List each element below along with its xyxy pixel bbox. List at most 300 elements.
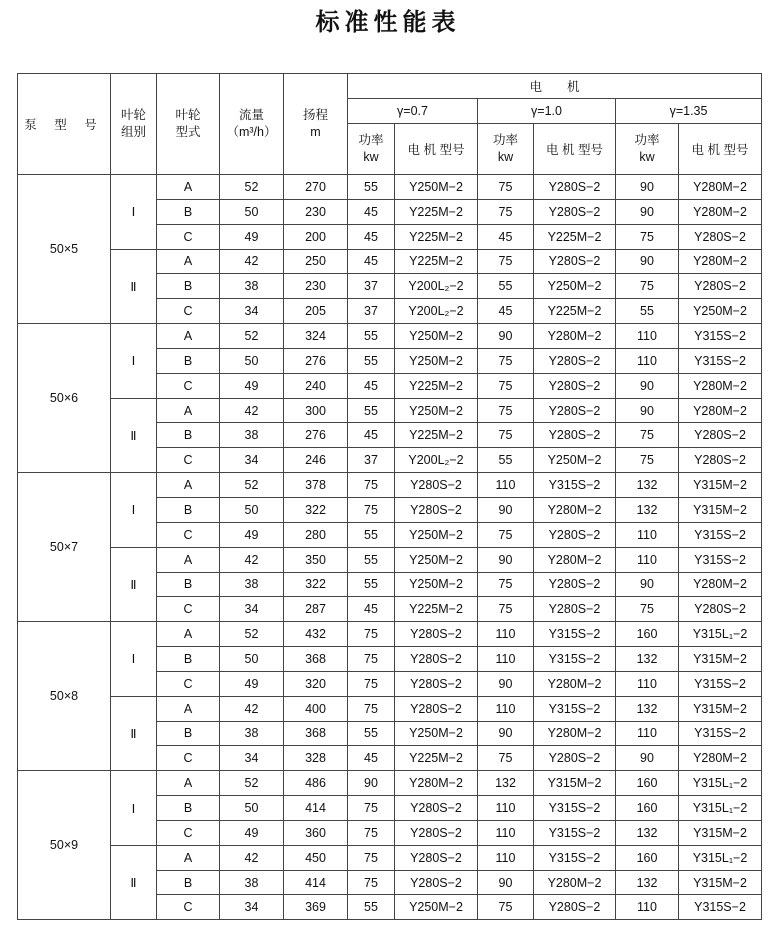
power-1.0-cell: 110 xyxy=(478,820,534,845)
pump-model-cell: 50×8 xyxy=(18,622,111,771)
power-1.35-cell: 90 xyxy=(616,199,679,224)
head-cell: 324 xyxy=(284,324,348,349)
motor-model-0.7-cell: Y250M−2 xyxy=(395,398,478,423)
head-cell: 276 xyxy=(284,348,348,373)
power-1.0-cell: 90 xyxy=(478,547,534,572)
motor-model-0.7-cell: Y280S−2 xyxy=(395,870,478,895)
motor-model-1.0-cell: Y280S−2 xyxy=(534,423,616,448)
motor-model-1.0-cell: Y280S−2 xyxy=(534,398,616,423)
flow-cell: 42 xyxy=(220,696,284,721)
power-1.0-cell: 75 xyxy=(478,895,534,920)
power-header-line2: kw xyxy=(497,150,514,164)
motor-model-0.7-cell: Y225M−2 xyxy=(395,224,478,249)
motor-model-0.7-cell: Y280S−2 xyxy=(395,647,478,672)
power-0.7-cell: 75 xyxy=(348,671,395,696)
power-1.0-cell: 110 xyxy=(478,796,534,821)
power-header xyxy=(616,124,679,175)
impeller-type-cell: B xyxy=(157,423,220,448)
motor-model-1.35-cell: Y315S−2 xyxy=(679,895,762,920)
power-1.0-cell: 75 xyxy=(478,199,534,224)
power-0.7-cell: 55 xyxy=(348,721,395,746)
table-row xyxy=(18,249,762,274)
motor-header: 电 机 xyxy=(348,74,762,99)
motor-model-1.0-cell: Y315S−2 xyxy=(534,696,616,721)
impeller-group-cell: Ⅱ xyxy=(111,547,157,622)
power-1.0-cell: 75 xyxy=(478,348,534,373)
flow-cell: 38 xyxy=(220,274,284,299)
power-0.7-cell: 55 xyxy=(348,895,395,920)
motor-model-1.0-cell: Y315M−2 xyxy=(534,771,616,796)
motor-model-1.35-cell: Y280M−2 xyxy=(679,398,762,423)
impeller-type-cell: B xyxy=(157,721,220,746)
power-1.35-cell: 110 xyxy=(616,895,679,920)
power-header-line1: 功率 xyxy=(634,133,660,147)
motor-model-0.7-cell: Y280S−2 xyxy=(395,473,478,498)
motor-model-0.7-cell: Y250M−2 xyxy=(395,324,478,349)
table-body xyxy=(18,175,762,920)
power-0.7-cell: 75 xyxy=(348,497,395,522)
motor-model-1.35-cell: Y315L₁−2 xyxy=(679,796,762,821)
motor-model-1.35-cell: Y315S−2 xyxy=(679,721,762,746)
power-0.7-cell: 75 xyxy=(348,870,395,895)
flow-cell: 42 xyxy=(220,547,284,572)
motor-model-1.35-cell: Y315S−2 xyxy=(679,671,762,696)
gamma-header-1.0: γ=1.0 xyxy=(478,99,616,124)
impeller-type-cell: A xyxy=(157,324,220,349)
motor-model-header: 电 机 型号 xyxy=(395,124,478,175)
motor-model-1.0-cell: Y280S−2 xyxy=(534,522,616,547)
flow-cell: 38 xyxy=(220,572,284,597)
flow-cell: 34 xyxy=(220,746,284,771)
power-1.35-cell: 90 xyxy=(616,175,679,200)
power-0.7-cell: 45 xyxy=(348,224,395,249)
motor-model-header: 电 机 型号 xyxy=(534,124,616,175)
power-0.7-cell: 45 xyxy=(348,249,395,274)
motor-model-0.7-cell: Y280S−2 xyxy=(395,845,478,870)
motor-model-1.35-cell: Y315S−2 xyxy=(679,348,762,373)
power-0.7-cell: 45 xyxy=(348,597,395,622)
impeller-type-header-line2: 型式 xyxy=(175,125,201,139)
impeller-type-cell: C xyxy=(157,597,220,622)
head-cell: 280 xyxy=(284,522,348,547)
power-0.7-cell: 45 xyxy=(348,199,395,224)
power-1.35-cell: 75 xyxy=(616,423,679,448)
motor-model-1.35-cell: Y315S−2 xyxy=(679,324,762,349)
motor-model-0.7-cell: Y280S−2 xyxy=(395,696,478,721)
power-1.0-cell: 110 xyxy=(478,473,534,498)
impeller-type-cell: A xyxy=(157,845,220,870)
motor-model-0.7-cell: Y250M−2 xyxy=(395,175,478,200)
power-0.7-cell: 45 xyxy=(348,423,395,448)
motor-model-0.7-cell: Y280S−2 xyxy=(395,820,478,845)
power-1.35-cell: 110 xyxy=(616,547,679,572)
power-1.0-cell: 90 xyxy=(478,497,534,522)
power-1.35-cell: 160 xyxy=(616,845,679,870)
head-cell: 360 xyxy=(284,820,348,845)
head-cell: 368 xyxy=(284,721,348,746)
impeller-group-cell: Ⅱ xyxy=(111,696,157,771)
impeller-group-cell: Ⅰ xyxy=(111,473,157,548)
impeller-type-cell: C xyxy=(157,671,220,696)
power-header-line1: 功率 xyxy=(358,133,384,147)
flow-cell: 52 xyxy=(220,771,284,796)
power-1.0-cell: 75 xyxy=(478,373,534,398)
power-1.35-cell: 110 xyxy=(616,522,679,547)
flow-cell: 52 xyxy=(220,175,284,200)
motor-model-1.0-cell: Y315S−2 xyxy=(534,820,616,845)
impeller-type-cell: C xyxy=(157,746,220,771)
performance-table xyxy=(17,73,762,920)
impeller-type-cell: B xyxy=(157,870,220,895)
gamma-header-0.7: γ=0.7 xyxy=(348,99,478,124)
flow-cell: 42 xyxy=(220,845,284,870)
power-1.0-cell: 75 xyxy=(478,746,534,771)
head-cell: 287 xyxy=(284,597,348,622)
flow-cell: 38 xyxy=(220,721,284,746)
impeller-type-cell: A xyxy=(157,249,220,274)
head-header-line1: 扬程 xyxy=(302,108,328,122)
power-0.7-cell: 55 xyxy=(348,547,395,572)
head-cell: 378 xyxy=(284,473,348,498)
motor-model-0.7-cell: Y280S−2 xyxy=(395,622,478,647)
motor-model-1.0-cell: Y280M−2 xyxy=(534,324,616,349)
power-0.7-cell: 37 xyxy=(348,448,395,473)
motor-model-1.0-cell: Y280M−2 xyxy=(534,671,616,696)
motor-model-0.7-cell: Y250M−2 xyxy=(395,348,478,373)
table-row xyxy=(18,845,762,870)
flow-cell: 50 xyxy=(220,647,284,672)
flow-cell: 34 xyxy=(220,448,284,473)
motor-model-0.7-cell: Y250M−2 xyxy=(395,721,478,746)
power-1.35-cell: 75 xyxy=(616,224,679,249)
flow-cell: 49 xyxy=(220,522,284,547)
flow-cell: 50 xyxy=(220,348,284,373)
power-1.0-cell: 75 xyxy=(478,423,534,448)
head-cell: 300 xyxy=(284,398,348,423)
motor-model-0.7-cell: Y225M−2 xyxy=(395,423,478,448)
power-1.35-cell: 160 xyxy=(616,771,679,796)
flow-header-line1: 流量 xyxy=(238,108,264,122)
motor-model-0.7-cell: Y250M−2 xyxy=(395,895,478,920)
pump-model-cell: 50×5 xyxy=(18,175,111,324)
power-0.7-cell: 55 xyxy=(348,572,395,597)
motor-model-0.7-cell: Y280M−2 xyxy=(395,771,478,796)
power-0.7-cell: 45 xyxy=(348,373,395,398)
impeller-type-cell: C xyxy=(157,820,220,845)
table-row xyxy=(18,324,762,349)
power-1.35-cell: 90 xyxy=(616,746,679,771)
pump-model-cell: 50×6 xyxy=(18,324,111,473)
table-row xyxy=(18,696,762,721)
power-1.35-cell: 90 xyxy=(616,572,679,597)
table-row xyxy=(18,175,762,200)
head-cell: 250 xyxy=(284,249,348,274)
impeller-group-cell: Ⅱ xyxy=(111,249,157,324)
impeller-type-cell: C xyxy=(157,895,220,920)
flow-cell: 34 xyxy=(220,597,284,622)
motor-model-1.35-cell: Y315S−2 xyxy=(679,547,762,572)
head-cell: 432 xyxy=(284,622,348,647)
head-cell: 246 xyxy=(284,448,348,473)
flow-cell: 34 xyxy=(220,299,284,324)
motor-model-0.7-cell: Y250M−2 xyxy=(395,547,478,572)
motor-model-0.7-cell: Y280S−2 xyxy=(395,671,478,696)
motor-model-0.7-cell: Y225M−2 xyxy=(395,746,478,771)
motor-model-1.0-cell: Y315S−2 xyxy=(534,622,616,647)
power-1.0-cell: 110 xyxy=(478,647,534,672)
power-1.35-cell: 110 xyxy=(616,721,679,746)
head-cell: 414 xyxy=(284,870,348,895)
impeller-type-header-line1: 叶轮 xyxy=(175,108,201,122)
motor-model-1.0-cell: Y280S−2 xyxy=(534,597,616,622)
head-cell: 368 xyxy=(284,647,348,672)
motor-model-1.35-cell: Y315M−2 xyxy=(679,696,762,721)
impeller-type-cell: B xyxy=(157,647,220,672)
motor-model-1.0-cell: Y315S−2 xyxy=(534,473,616,498)
motor-model-0.7-cell: Y225M−2 xyxy=(395,199,478,224)
motor-model-1.0-cell: Y280S−2 xyxy=(534,895,616,920)
flow-cell: 50 xyxy=(220,497,284,522)
power-1.35-cell: 132 xyxy=(616,696,679,721)
flow-cell: 50 xyxy=(220,199,284,224)
impeller-type-cell: A xyxy=(157,175,220,200)
motor-model-1.0-cell: Y225M−2 xyxy=(534,224,616,249)
head-cell: 328 xyxy=(284,746,348,771)
motor-model-1.0-cell: Y280S−2 xyxy=(534,572,616,597)
motor-model-1.35-cell: Y280S−2 xyxy=(679,448,762,473)
power-1.0-cell: 132 xyxy=(478,771,534,796)
impeller-group-header-line2: 组别 xyxy=(120,125,146,139)
flow-cell: 49 xyxy=(220,224,284,249)
head-cell: 400 xyxy=(284,696,348,721)
power-0.7-cell: 37 xyxy=(348,299,395,324)
power-1.35-cell: 75 xyxy=(616,597,679,622)
motor-model-1.35-cell: Y315M−2 xyxy=(679,473,762,498)
power-0.7-cell: 75 xyxy=(348,622,395,647)
impeller-type-cell: C xyxy=(157,373,220,398)
motor-model-0.7-cell: Y200L₂−2 xyxy=(395,274,478,299)
motor-model-1.35-cell: Y280S−2 xyxy=(679,597,762,622)
motor-model-1.0-cell: Y315S−2 xyxy=(534,647,616,672)
head-cell: 230 xyxy=(284,274,348,299)
motor-model-1.35-cell: Y280M−2 xyxy=(679,746,762,771)
pump-model-cell: 50×9 xyxy=(18,771,111,920)
flow-cell: 49 xyxy=(220,373,284,398)
motor-model-header: 电 机 型号 xyxy=(679,124,762,175)
power-0.7-cell: 75 xyxy=(348,647,395,672)
gamma-header-1.35: γ=1.35 xyxy=(616,99,762,124)
head-cell: 230 xyxy=(284,199,348,224)
head-cell: 240 xyxy=(284,373,348,398)
motor-model-0.7-cell: Y280S−2 xyxy=(395,497,478,522)
power-0.7-cell: 37 xyxy=(348,274,395,299)
impeller-type-cell: B xyxy=(157,796,220,821)
power-1.0-cell: 75 xyxy=(478,572,534,597)
motor-model-1.35-cell: Y280M−2 xyxy=(679,175,762,200)
power-0.7-cell: 55 xyxy=(348,324,395,349)
power-1.35-cell: 90 xyxy=(616,398,679,423)
impeller-type-cell: B xyxy=(157,497,220,522)
motor-model-0.7-cell: Y280S−2 xyxy=(395,796,478,821)
impeller-type-cell: C xyxy=(157,299,220,324)
flow-cell: 42 xyxy=(220,398,284,423)
motor-model-1.0-cell: Y280M−2 xyxy=(534,497,616,522)
power-1.35-cell: 110 xyxy=(616,671,679,696)
flow-header-line2: （m³/h） xyxy=(226,125,277,139)
motor-model-1.35-cell: Y280S−2 xyxy=(679,224,762,249)
motor-model-1.35-cell: Y280S−2 xyxy=(679,274,762,299)
flow-cell: 52 xyxy=(220,622,284,647)
motor-model-1.0-cell: Y315S−2 xyxy=(534,796,616,821)
motor-model-1.35-cell: Y280M−2 xyxy=(679,572,762,597)
motor-model-1.35-cell: Y280M−2 xyxy=(679,199,762,224)
impeller-group-cell: Ⅰ xyxy=(111,771,157,846)
power-1.35-cell: 160 xyxy=(616,622,679,647)
flow-cell: 52 xyxy=(220,473,284,498)
power-1.0-cell: 110 xyxy=(478,622,534,647)
motor-model-1.35-cell: Y280S−2 xyxy=(679,423,762,448)
head-header xyxy=(284,74,348,175)
motor-model-0.7-cell: Y250M−2 xyxy=(395,522,478,547)
power-1.35-cell: 90 xyxy=(616,373,679,398)
motor-model-1.0-cell: Y280S−2 xyxy=(534,746,616,771)
motor-model-0.7-cell: Y225M−2 xyxy=(395,373,478,398)
power-1.0-cell: 45 xyxy=(478,224,534,249)
power-1.0-cell: 90 xyxy=(478,671,534,696)
motor-model-1.35-cell: Y280M−2 xyxy=(679,373,762,398)
impeller-group-cell: Ⅰ xyxy=(111,622,157,697)
power-0.7-cell: 55 xyxy=(348,175,395,200)
head-cell: 322 xyxy=(284,572,348,597)
power-0.7-cell: 75 xyxy=(348,473,395,498)
power-1.0-cell: 90 xyxy=(478,721,534,746)
impeller-type-cell: C xyxy=(157,448,220,473)
motor-model-1.0-cell: Y280M−2 xyxy=(534,721,616,746)
power-1.35-cell: 132 xyxy=(616,497,679,522)
power-1.35-cell: 75 xyxy=(616,274,679,299)
motor-model-1.35-cell: Y315M−2 xyxy=(679,820,762,845)
power-1.0-cell: 75 xyxy=(478,175,534,200)
motor-model-1.35-cell: Y315L₁−2 xyxy=(679,845,762,870)
head-cell: 414 xyxy=(284,796,348,821)
impeller-type-cell: B xyxy=(157,348,220,373)
impeller-group-cell: Ⅱ xyxy=(111,845,157,920)
motor-model-1.35-cell: Y315M−2 xyxy=(679,870,762,895)
motor-model-1.0-cell: Y250M−2 xyxy=(534,448,616,473)
table-row xyxy=(18,473,762,498)
impeller-type-cell: A xyxy=(157,398,220,423)
power-1.0-cell: 55 xyxy=(478,448,534,473)
flow-cell: 34 xyxy=(220,895,284,920)
power-1.0-cell: 110 xyxy=(478,845,534,870)
power-header-line2: kw xyxy=(639,150,655,164)
flow-cell: 38 xyxy=(220,870,284,895)
table-row xyxy=(18,622,762,647)
power-1.0-cell: 45 xyxy=(478,299,534,324)
impeller-type-cell: A xyxy=(157,771,220,796)
power-1.35-cell: 55 xyxy=(616,299,679,324)
motor-model-1.0-cell: Y280S−2 xyxy=(534,199,616,224)
impeller-type-cell: A xyxy=(157,547,220,572)
flow-cell: 52 xyxy=(220,324,284,349)
power-1.0-cell: 55 xyxy=(478,274,534,299)
impeller-type-cell: B xyxy=(157,274,220,299)
impeller-group-cell: Ⅱ xyxy=(111,398,157,473)
head-cell: 486 xyxy=(284,771,348,796)
motor-model-0.7-cell: Y225M−2 xyxy=(395,249,478,274)
motor-model-1.0-cell: Y280S−2 xyxy=(534,249,616,274)
motor-model-1.35-cell: Y315S−2 xyxy=(679,522,762,547)
motor-model-1.35-cell: Y315L₁−2 xyxy=(679,622,762,647)
flow-cell: 50 xyxy=(220,796,284,821)
power-header xyxy=(478,124,534,175)
power-1.0-cell: 110 xyxy=(478,696,534,721)
impeller-group-cell: Ⅰ xyxy=(111,324,157,399)
pump-model-cell: 50×7 xyxy=(18,473,111,622)
table-row xyxy=(18,547,762,572)
power-header-line2: kw xyxy=(363,150,379,164)
impeller-type-cell: B xyxy=(157,199,220,224)
head-cell: 205 xyxy=(284,299,348,324)
head-cell: 350 xyxy=(284,547,348,572)
impeller-group-header-line1: 叶轮 xyxy=(120,108,146,122)
head-cell: 200 xyxy=(284,224,348,249)
power-1.35-cell: 90 xyxy=(616,249,679,274)
head-cell: 322 xyxy=(284,497,348,522)
power-0.7-cell: 75 xyxy=(348,820,395,845)
motor-model-0.7-cell: Y250M−2 xyxy=(395,572,478,597)
power-1.35-cell: 75 xyxy=(616,448,679,473)
head-header-line2: m xyxy=(310,125,321,139)
power-1.35-cell: 132 xyxy=(616,473,679,498)
flow-cell: 49 xyxy=(220,820,284,845)
impeller-type-cell: A xyxy=(157,696,220,721)
impeller-group-cell: Ⅰ xyxy=(111,175,157,250)
power-1.0-cell: 90 xyxy=(478,324,534,349)
flow-cell: 38 xyxy=(220,423,284,448)
power-1.35-cell: 132 xyxy=(616,870,679,895)
head-cell: 369 xyxy=(284,895,348,920)
head-cell: 450 xyxy=(284,845,348,870)
motor-model-0.7-cell: Y225M−2 xyxy=(395,597,478,622)
power-0.7-cell: 55 xyxy=(348,522,395,547)
motor-model-1.0-cell: Y250M−2 xyxy=(534,274,616,299)
motor-model-1.0-cell: Y315S−2 xyxy=(534,845,616,870)
power-1.35-cell: 132 xyxy=(616,647,679,672)
motor-model-1.0-cell: Y280M−2 xyxy=(534,870,616,895)
power-0.7-cell: 75 xyxy=(348,696,395,721)
head-cell: 270 xyxy=(284,175,348,200)
power-0.7-cell: 45 xyxy=(348,746,395,771)
pump-model-header: 泵 型 号 xyxy=(18,74,111,175)
motor-model-1.0-cell: Y225M−2 xyxy=(534,299,616,324)
power-header xyxy=(348,124,395,175)
impeller-type-cell: A xyxy=(157,473,220,498)
motor-model-1.35-cell: Y315L₁−2 xyxy=(679,771,762,796)
power-1.0-cell: 90 xyxy=(478,870,534,895)
motor-model-1.35-cell: Y250M−2 xyxy=(679,299,762,324)
motor-model-1.35-cell: Y315M−2 xyxy=(679,497,762,522)
power-0.7-cell: 55 xyxy=(348,348,395,373)
impeller-type-cell: A xyxy=(157,622,220,647)
power-1.0-cell: 75 xyxy=(478,522,534,547)
power-1.0-cell: 75 xyxy=(478,597,534,622)
head-cell: 320 xyxy=(284,671,348,696)
impeller-type-cell: C xyxy=(157,522,220,547)
table-row xyxy=(18,398,762,423)
impeller-type-header xyxy=(157,74,220,175)
flow-cell: 42 xyxy=(220,249,284,274)
